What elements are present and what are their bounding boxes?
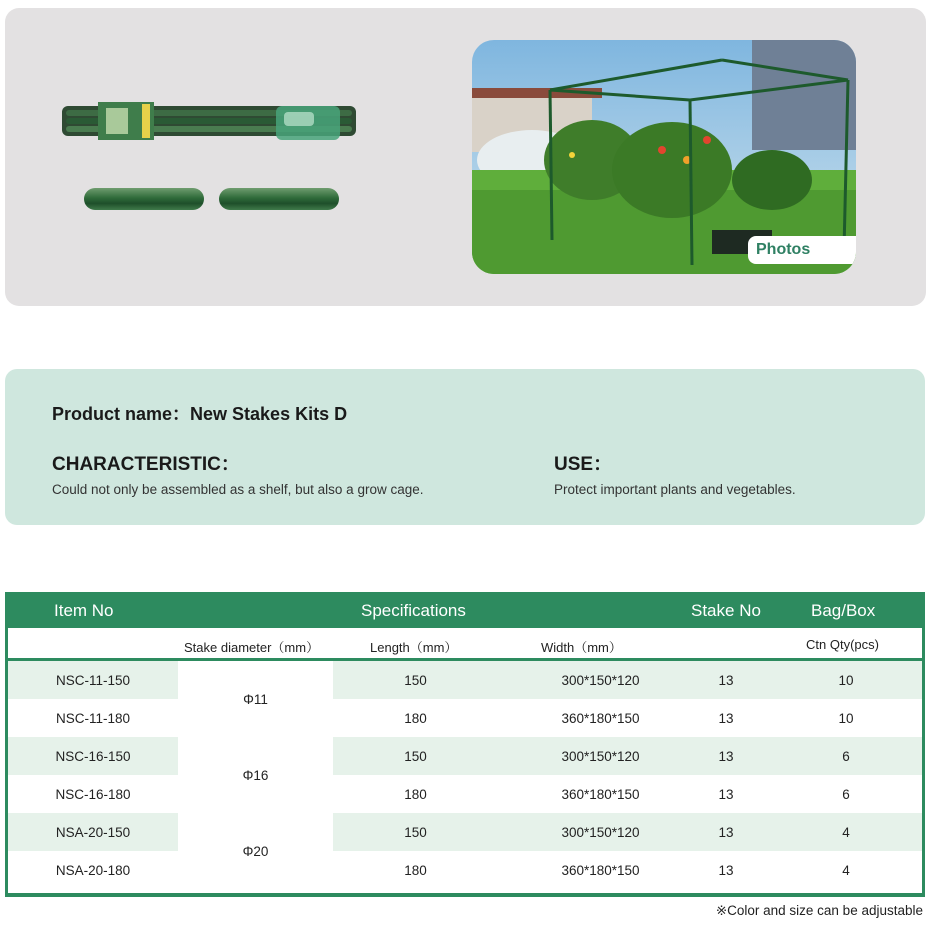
table-row (8, 737, 922, 775)
table-row (8, 661, 922, 699)
table-row (8, 775, 922, 813)
ctn-qty-cell: 10 (838, 710, 854, 726)
table-row (8, 851, 922, 889)
header-width: Width（mm） (541, 640, 622, 655)
use-text: Protect important plants and vegetables. (554, 482, 796, 497)
width-cell: 300*150*120 (561, 824, 640, 840)
ctn-qty-cell: 4 (842, 824, 850, 840)
stake-diameter-cell: Φ11 (178, 661, 333, 737)
connector-tube-image (219, 188, 339, 210)
header-ctn-qty: Ctn Qty(pcs) (806, 637, 879, 652)
table-header-row (5, 592, 925, 628)
item-no-cell: NSC-11-180 (55, 710, 131, 726)
length-cell: 150 (404, 748, 427, 764)
width-cell: 360*180*150 (561, 710, 640, 726)
stake-diameter-cell: Φ16 (178, 737, 333, 813)
item-no-cell: NSC-16-150 (55, 748, 131, 764)
ctn-qty-cell: 4 (842, 862, 850, 878)
width-cell: 300*150*120 (561, 672, 640, 688)
item-no-cell: NSA-20-180 (55, 862, 131, 878)
header-stake-diameter: Stake diameter（mm） (184, 640, 320, 655)
header-stake-no: Stake No (691, 601, 761, 620)
header-specifications: Specifications (361, 601, 466, 620)
characteristic-heading: CHARACTERISTIC： (52, 454, 240, 475)
table-subheader-row (8, 628, 922, 658)
use-heading: USE： (554, 454, 613, 475)
stake-no-cell: 13 (718, 748, 734, 764)
specification-table (5, 592, 925, 897)
table-row (8, 813, 922, 851)
garden-cage-photo (472, 40, 856, 274)
length-cell: 180 (404, 862, 427, 878)
stake-no-cell: 13 (718, 786, 734, 802)
product-info-panel (5, 369, 925, 525)
item-no-cell: NSC-16-180 (55, 786, 131, 802)
connector-tube-image (84, 188, 204, 210)
stake-no-cell: 13 (718, 862, 734, 878)
stake-no-cell: 13 (718, 824, 734, 840)
item-no-cell: NSA-20-150 (55, 824, 131, 840)
photos-label: Photos (748, 236, 856, 264)
length-cell: 150 (404, 672, 427, 688)
footnote: ※Color and size can be adjustable (715, 903, 923, 918)
ctn-qty-cell: 10 (838, 672, 854, 688)
header-bag-box: Bag/Box (811, 601, 876, 620)
ctn-qty-cell: 6 (842, 786, 850, 802)
header-length: Length（mm） (370, 640, 458, 655)
table-row (8, 699, 922, 737)
item-no-cell: NSC-11-150 (55, 672, 131, 688)
length-cell: 180 (404, 786, 427, 802)
width-cell: 360*180*150 (561, 862, 640, 878)
width-cell: 300*150*120 (561, 748, 640, 764)
stake-no-cell: 13 (718, 672, 734, 688)
product-name: Product name：New Stakes Kits D (52, 404, 348, 424)
ctn-qty-cell: 6 (842, 748, 850, 764)
length-cell: 180 (404, 710, 427, 726)
length-cell: 150 (404, 824, 427, 840)
stakes-kit-bundle-image (62, 100, 356, 142)
table-body (8, 661, 922, 893)
stake-diameter-cell: Φ20 (178, 813, 333, 889)
stake-no-cell: 13 (718, 710, 734, 726)
characteristic-text: Could not only be assembled as a shelf, but also a grow cage. (52, 482, 424, 497)
header-item-no: Item No (54, 601, 114, 620)
width-cell: 360*180*150 (561, 786, 640, 802)
